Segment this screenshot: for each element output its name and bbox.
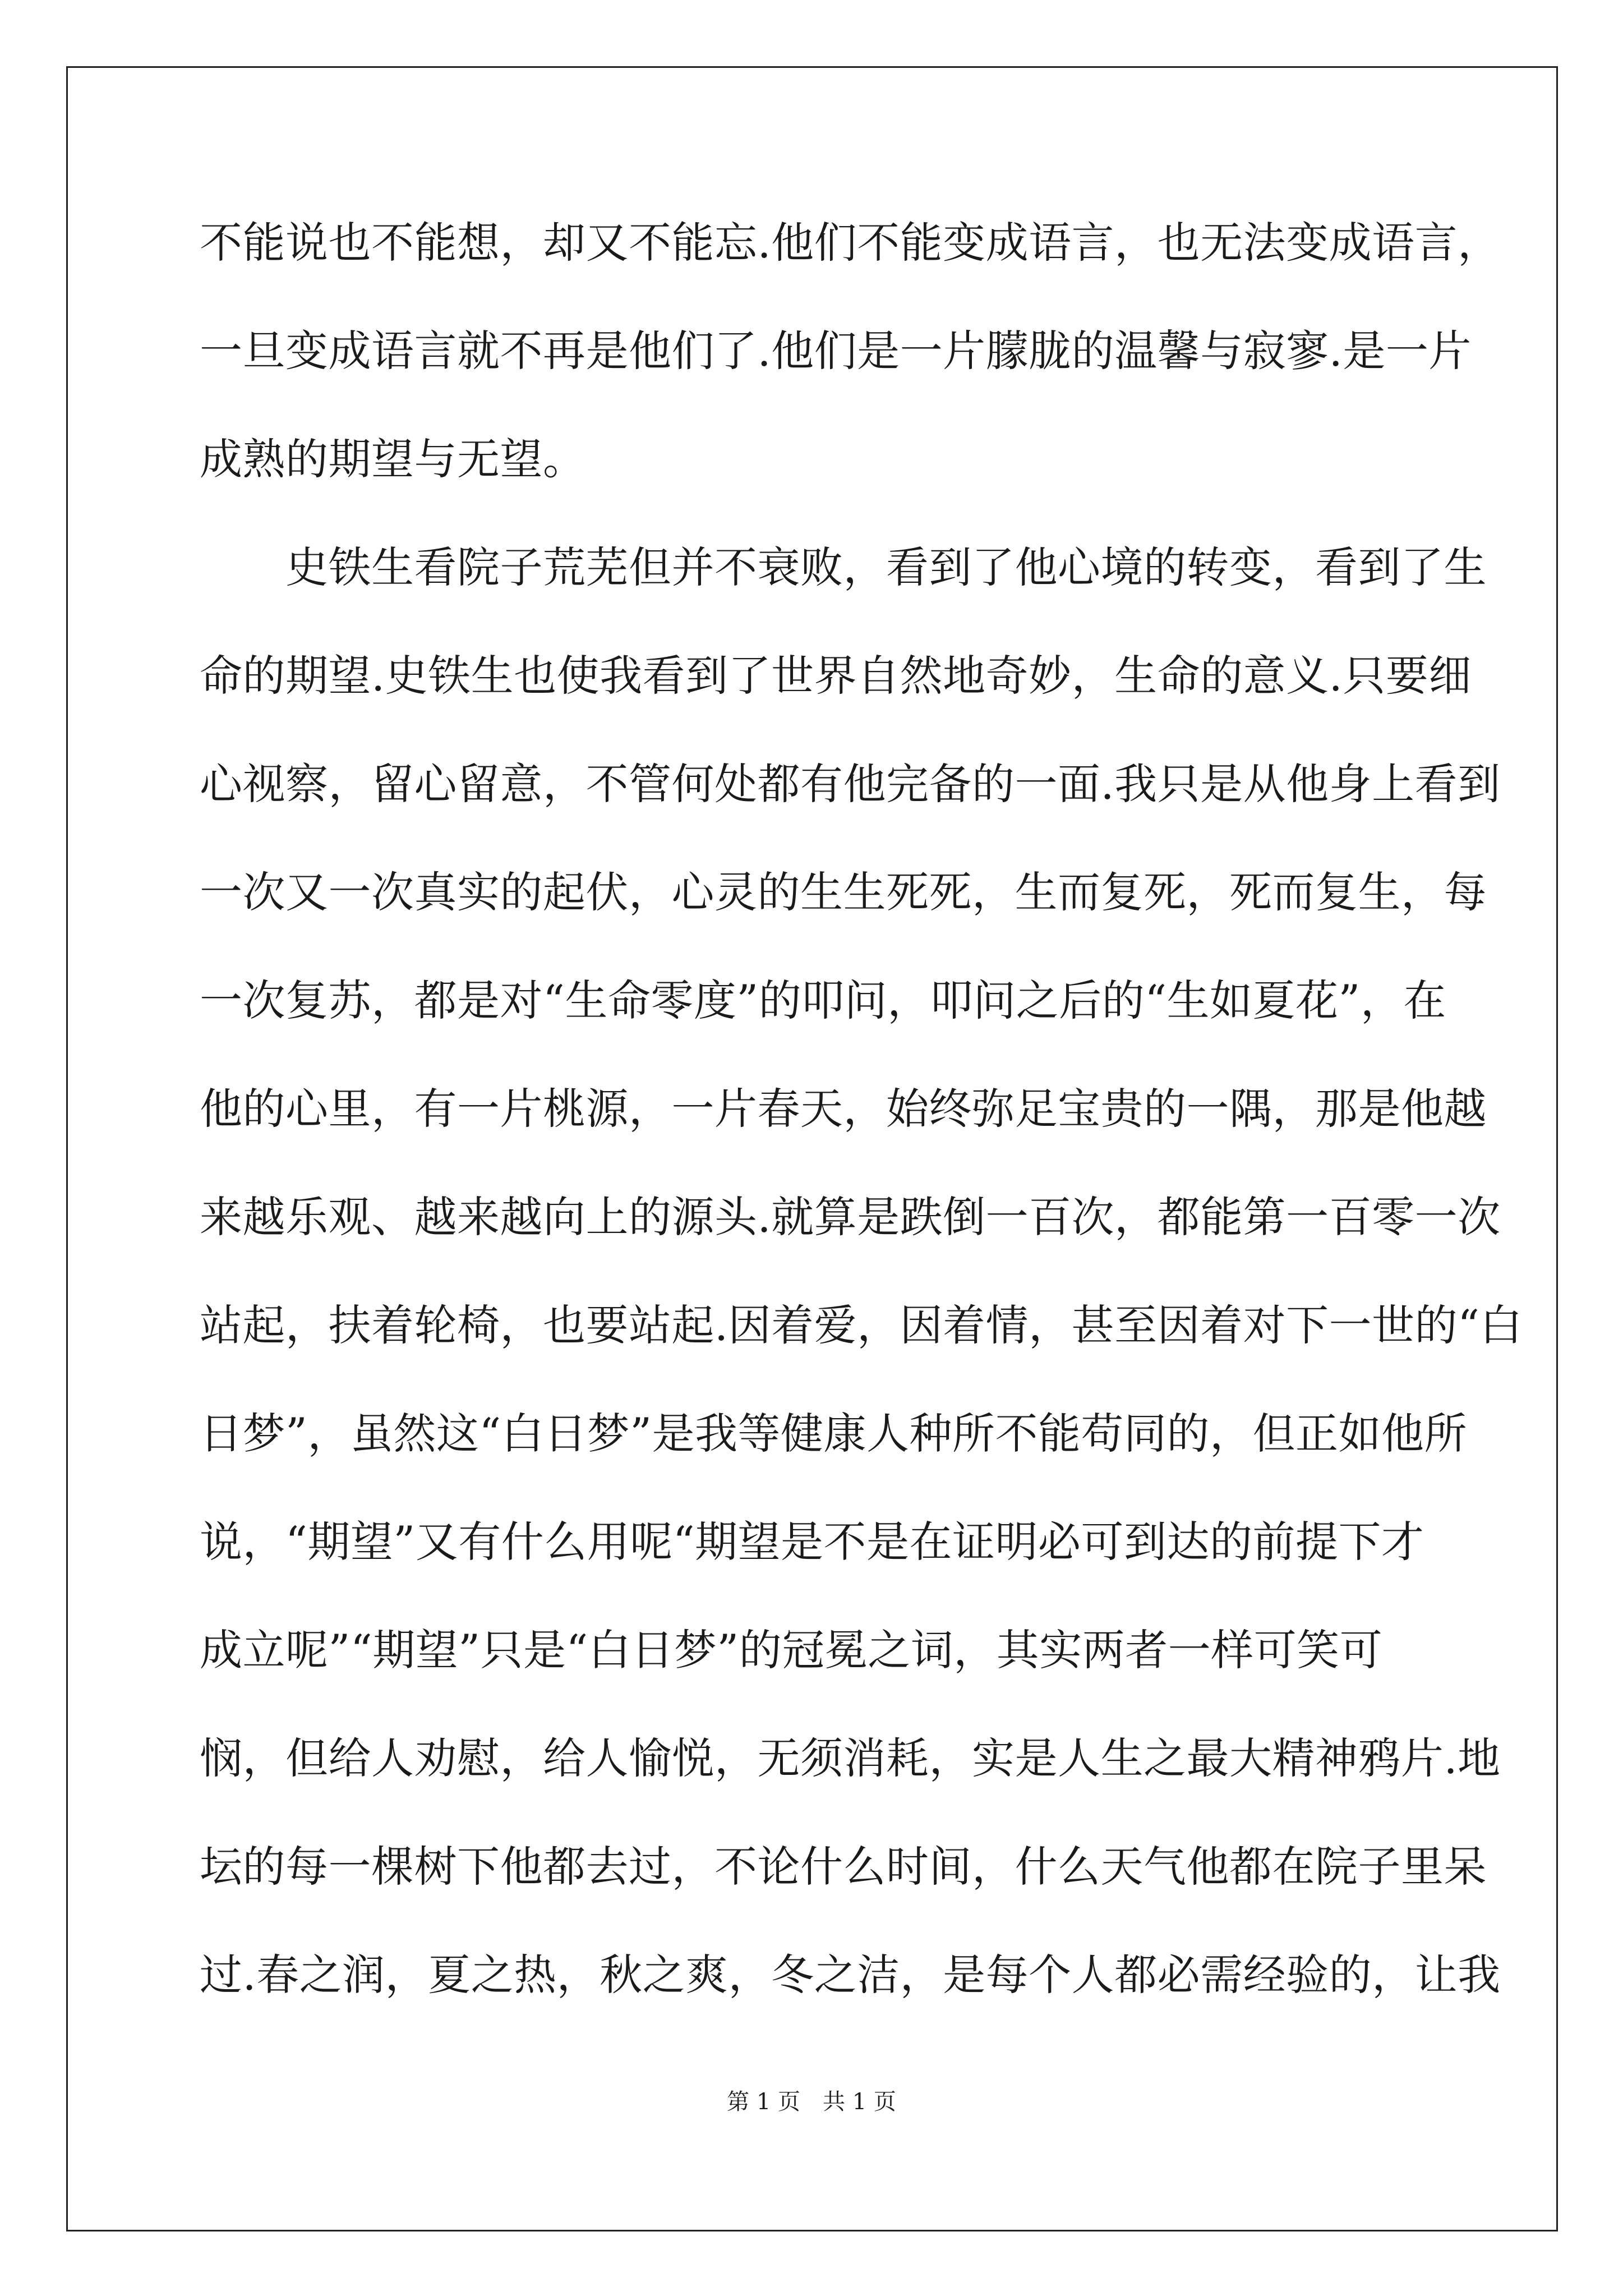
- text-line: 日梦”，虽然这“白日梦”是我等健康人种所不能苟同的，但正如他所: [200, 1409, 1468, 1458]
- page-number-footer: 第 1 页 共 1 页: [727, 2089, 896, 2115]
- text-line: 他的心里，有一片桃源，一片春天，始终弥足宝贵的一隅，那是他越: [200, 1084, 1487, 1134]
- body-text: [200, 218, 1523, 2058]
- text-line: 命的期望.史铁生也使我看到了世界自然地奇妙，生命的意义.只要细: [200, 651, 1472, 701]
- text-line: 心视察，留心留意，不管何处都有他完备的一面.我只是从他身上看到: [200, 759, 1501, 809]
- text-line: 史铁生看院子荒芜但并不衰败，看到了他心境的转变，看到了生: [200, 542, 1487, 592]
- text-line: 成立呢”“期望”只是“白日梦”的冠冕之词，其实两者一样可笑可: [200, 1625, 1383, 1675]
- text-line: 来越乐观、越来越向上的源头.就算是跌倒一百次，都能第一百零一次: [200, 1192, 1501, 1242]
- text-line: 坛的每一棵树下他都去过，不论什么时间，什么天气他都在院子里呆: [200, 1842, 1487, 1892]
- text-line: 一次复苏，都是对“生命零度”的叩问，叩问之后的“生如夏花”，在: [200, 976, 1446, 1025]
- text-line: 一次又一次真实的起伏，心灵的生生死死，生而复死，死而复生，每: [200, 867, 1487, 917]
- text-line: 不能说也不能想，却又不能忘.他们不能变成语言，也无法变成语言，: [200, 218, 1501, 268]
- text-line: 悯，但给人劝慰，给人愉悦，无须消耗，实是人生之最大精神鸦片.地: [200, 1733, 1501, 1783]
- text-line: 一旦变成语言就不再是他们了.他们是一片朦胧的温馨与寂寥.是一片: [200, 326, 1472, 376]
- text-line: 成熟的期望与无望。: [200, 434, 586, 484]
- text-line: 站起，扶着轮椅，也要站起.因着爱，因着情，甚至因着对下一世的“白: [200, 1300, 1523, 1350]
- text-line: 说，“期望”又有什么用呢“期望是不是在证明必可到达的前提下才: [200, 1517, 1424, 1567]
- text-line: 过.春之润，夏之热，秋之爽，冬之洁，是每个人都必需经验的，让我: [200, 1950, 1501, 2000]
